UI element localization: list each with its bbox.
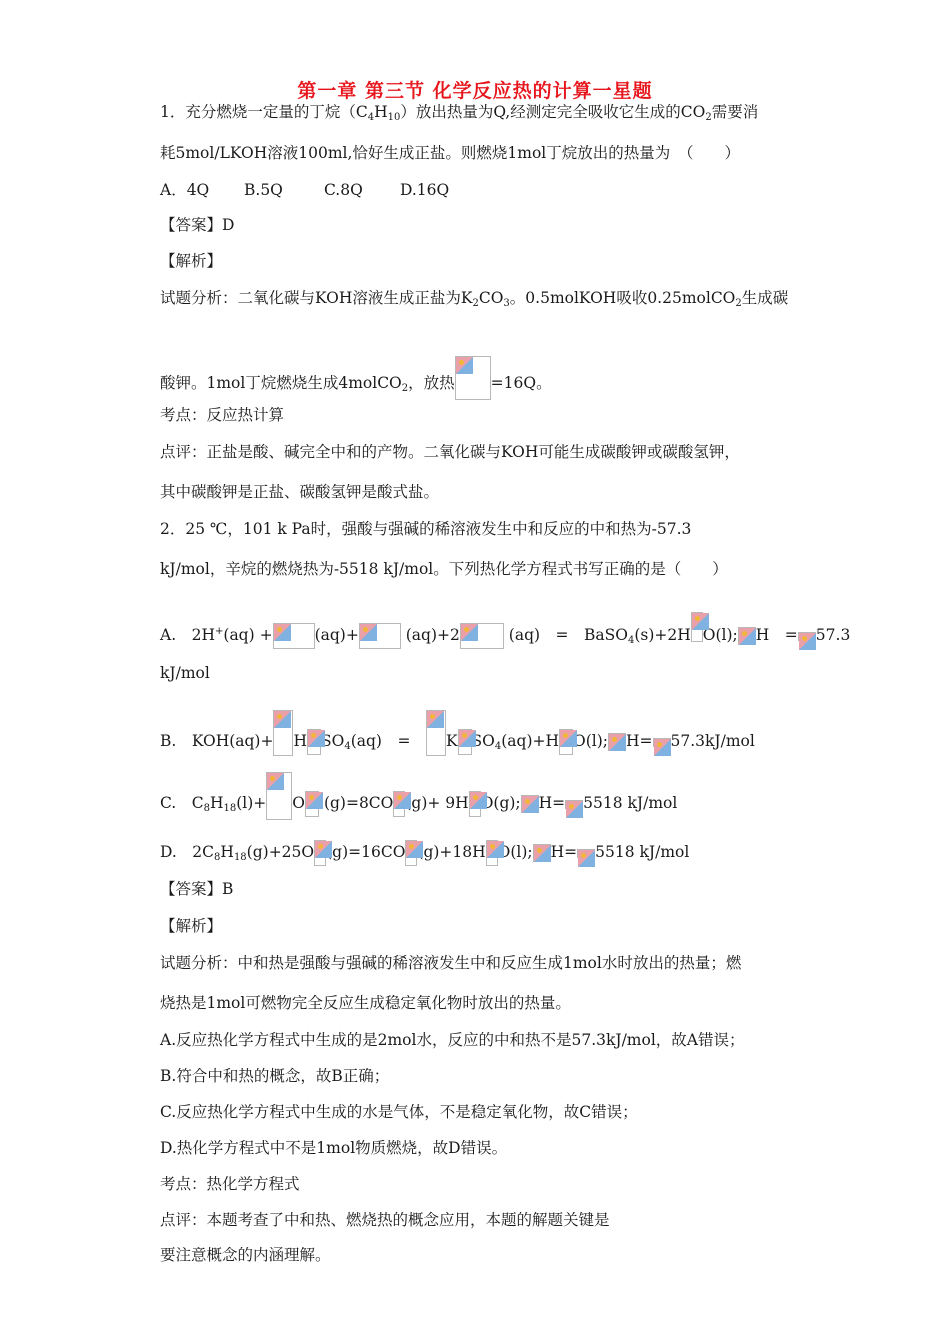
- q2-analysis-line-3: A.反应热化学方程式中生成的是2mol水，反应的中和热不是57.3kJ/mol，故A错误；: [160, 1031, 745, 1049]
- broken-image-icon: [565, 800, 583, 809]
- q1-option-a: A．4Q: [160, 181, 210, 199]
- q2-option-c: C. $C_8H_{18}(l)+$ O (g)=8CO (g)+ 9H O(g); H= 5518 kJ/mol: [160, 772, 677, 820]
- q1-answer: 【答案】D: [160, 216, 235, 234]
- q2-option-d: D. $2C_8H_{18}(g)+25O$ (g)=16CO (g)+18H O(l); H= 5518 kJ/mol: [160, 840, 689, 868]
- broken-image-icon: [798, 632, 816, 641]
- broken-image-icon: [577, 849, 595, 858]
- q2-option-a-unit: kJ/mol: [160, 664, 210, 682]
- broken-image-icon: [266, 772, 292, 820]
- q1-comment-line-2: 其中碳酸钾是正盐、碳酸氢钾是酸式盐。: [160, 483, 440, 501]
- broken-image-icon: [460, 623, 504, 649]
- q1-analysis-line-1: 试题分析：二氧化碳与KOH溶液生成正盐为$K_2CO_3$。0.5molKOH吸收0.25molCO$_2$生成碳: [160, 289, 789, 309]
- q2-analysis-label: 【解析】: [160, 917, 223, 935]
- q2-analysis-line-5: C.反应热化学方程式中生成的水是气体，不是稳定氧化物，故C错误；: [160, 1103, 638, 1121]
- q1-analysis-label: 【解析】: [160, 252, 223, 270]
- q1-kaodian: 考点：反应热计算: [160, 406, 285, 424]
- q1-option-d: D.16Q: [400, 181, 450, 199]
- broken-image-icon: [738, 627, 756, 645]
- broken-image-icon: [533, 844, 551, 862]
- q1-analysis-line-2: 酸钾。1mol丁烷燃烧生成4molCO$_2$，放热 =16Q。: [160, 356, 552, 400]
- q1-stem-line-1: 1．充分燃烧一定量的丁烷$(C_4H_{10})$放出热量为Q,经测定完全吸收它生成的$CO_2$需要消: [160, 103, 759, 123]
- broken-image-icon: [273, 623, 315, 649]
- broken-image-icon: [486, 840, 498, 866]
- q2-analysis-line-2: 烧热是1mol可燃物完全反应生成稳定氧化物时放出的热量。: [160, 994, 571, 1012]
- broken-image-icon: [359, 623, 401, 649]
- broken-image-icon: [608, 733, 626, 751]
- q2-stem-line-1: 2．25 ℃，101 k Pa时，强酸与强碱的稀溶液发生中和反应的中和热为-57.3: [160, 520, 692, 538]
- q2-option-a: A. 2H+(aq) + (aq)+ (aq)+2 (aq) = BaSO$_4$(s)+2H O(l); H = 57.3: [160, 612, 850, 651]
- q1-option-c: C.8Q: [324, 181, 363, 199]
- broken-image-icon: [691, 612, 703, 642]
- q2-analysis-line-1: 试题分析：中和热是强酸与强碱的稀溶液发生中和反应生成1mol水时放出的热量；燃: [160, 954, 742, 972]
- broken-image-icon: [653, 738, 671, 747]
- broken-image-icon: [273, 710, 293, 756]
- document-title: 第一章 第三节 化学反应热的计算一星题: [297, 80, 653, 102]
- q2-comment-line-2: 要注意概念的内涵理解。: [160, 1246, 331, 1264]
- q2-kaodian: 考点：热化学方程式: [160, 1175, 300, 1193]
- broken-image-icon: [559, 729, 573, 755]
- broken-image-icon: [314, 840, 326, 866]
- q1-option-b: B.5Q: [244, 181, 283, 199]
- broken-image-icon: [426, 710, 446, 756]
- q2-stem-line-2: kJ/mol，辛烷的燃烧热为-5518 kJ/mol。下列热化学方程式书写正确的是（ ）: [160, 560, 728, 578]
- broken-image-icon: [305, 791, 319, 817]
- q2-analysis-line-6: D.热化学方程式中不是1mol物质燃烧，故D错误。: [160, 1139, 508, 1157]
- broken-image-icon: [405, 840, 417, 866]
- q1-stem-line-2: 耗5mol/LKOH溶液100ml,恰好生成正盐。则燃烧1mol丁烷放出的热量为 （ ）: [160, 144, 741, 162]
- q1-comment-line-1: 点评：正盐是酸、碱完全中和的产物。二氧化碳与KOH可能生成碳酸钾或碳酸氢钾，: [160, 443, 740, 461]
- broken-image-icon: [393, 791, 405, 817]
- q2-analysis-line-4: B.符合中和热的概念，故B正确；: [160, 1067, 390, 1085]
- q1-options: [160, 180, 449, 200]
- broken-image-icon: [469, 791, 481, 817]
- q2-comment-line-1: 点评：本题考查了中和热、燃烧热的概念应用，本题的解题关键是: [160, 1211, 610, 1229]
- q2-answer: 【答案】B: [160, 880, 234, 898]
- q2-option-b: B. KOH(aq)+ H $SO_4(aq)$ = K $SO_4(aq)+H$ O(l); H= 57.3kJ/mol: [160, 710, 755, 757]
- broken-image-icon: [458, 729, 472, 755]
- broken-image-icon: [521, 795, 539, 813]
- broken-image-icon: [455, 356, 491, 400]
- broken-image-icon: [307, 729, 321, 755]
